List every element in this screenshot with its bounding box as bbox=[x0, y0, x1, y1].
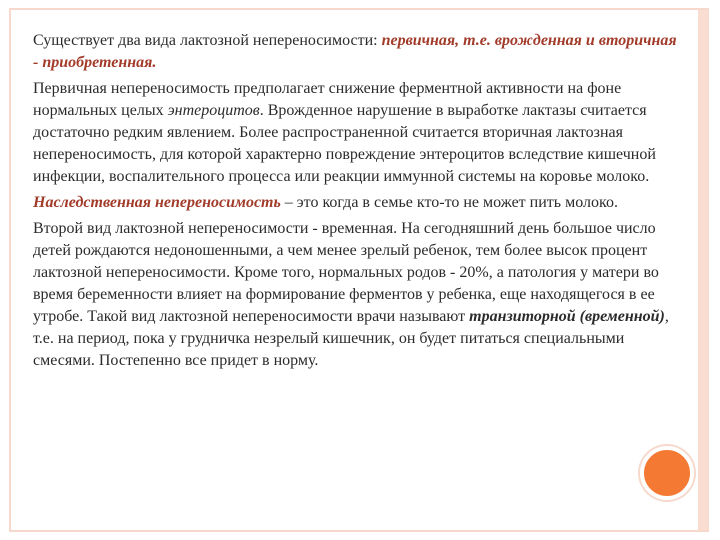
slide-body bbox=[33, 30, 683, 376]
paragraph-primary bbox=[33, 78, 683, 188]
transient-term: транзиторной (временной) bbox=[469, 308, 665, 325]
enterocytes-term: энтероцитов bbox=[167, 102, 260, 119]
paragraph-types-text: Существует два вида лактозной непереносимости: bbox=[33, 32, 382, 49]
decorative-circle bbox=[640, 446, 694, 500]
paragraph-primary-text-1: Первичная непереносимость предполагает снижение ферментной активности на фоне нормальных целых bbox=[33, 80, 622, 119]
hereditary-term: Наследственная непереносимость bbox=[33, 194, 281, 211]
paragraph-primary-text-2: . Врожденное нарушение в выработке лактазы считается достаточно редким явлением. Более распространенной считается вторичная лактозная непереносимость, для которой характерно повреждение энтероцитов вследствие кишечной инфекции, воспалительного процесса или реакции иммунной системы на коровье молоко. bbox=[33, 102, 656, 185]
paragraph-hereditary-text: – это когда в семье кто-то не может пить молоко. bbox=[280, 194, 618, 211]
paragraph-temporary-text-2: , т.е. на период, пока у грудничка незрелый кишечник, он будет питаться специальными смесями. Постепенно все придет в норму. bbox=[33, 308, 669, 369]
paragraph-types bbox=[33, 30, 683, 74]
paragraph-hereditary bbox=[33, 192, 683, 214]
decorative-stripe bbox=[698, 10, 708, 530]
paragraph-temporary bbox=[33, 218, 683, 372]
paragraph-temporary-text-1: Второй вид лактозной непереносимости - временная. На сегодняшний день большое число детей рождаются недоношенными, а чем менее зрелый ребенок, тем более высок процент лактозной непереносимости. Кроме того, нормальных родов - 20%, а патология у матери во время беременности влияет на формирование ферментов у ребенка, еще находящегося в ее утробе. Такой вид лактозной непереносимости врачи называют bbox=[33, 220, 659, 325]
types-highlight: первичная, т.е. врожденная и вторичная - приобретенная. bbox=[33, 32, 677, 71]
